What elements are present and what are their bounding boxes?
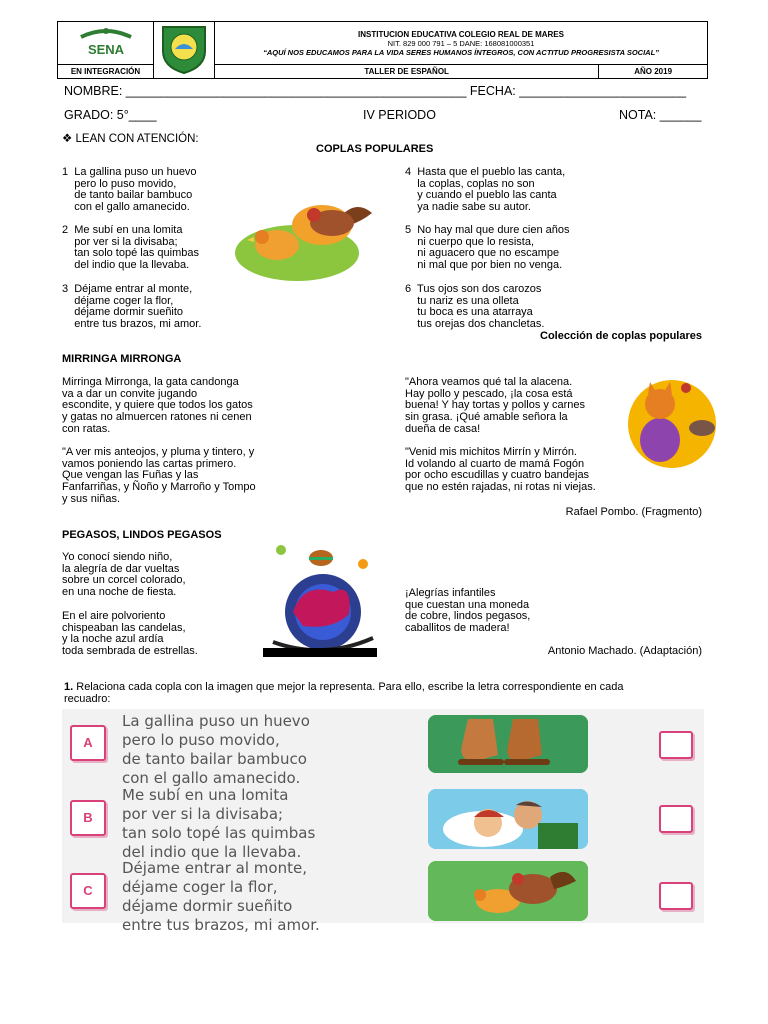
letter-b-box: B xyxy=(70,800,106,836)
header-table xyxy=(57,21,708,79)
exercise-text-2: recuadro: xyxy=(64,693,111,705)
institution-name: INSTITUCION EDUCATIVA COLEGIO REAL DE MARES xyxy=(358,29,564,39)
coplas-source: Colección de coplas populares xyxy=(540,330,702,342)
verse-b: Me subí en una lomita por ver si la divisaba; tan solo topé las quimbas del indio que la llevaba. xyxy=(122,786,316,861)
instruction: ❖ LEAN CON ATENCIÓN: xyxy=(62,133,199,145)
school-shield xyxy=(154,22,215,79)
pegasos-author: Antonio Machado. (Adaptación) xyxy=(547,645,702,657)
grade-field[interactable]: GRADO: 5°____ xyxy=(64,108,157,122)
nit-dane: NIT. 829 000 791 – 5 DANE: 168081000351 xyxy=(387,38,535,48)
exercise-panel xyxy=(62,709,704,934)
grade-note-field[interactable]: NOTA: ______ xyxy=(619,108,702,122)
sandals-icon xyxy=(428,715,588,773)
mirringa-right-2: "Venid mis michitos Mirrín y Mirrón. Id volando al cuarto de mamá Fogón por ocho escudillas y cuatro bandejas que no estén rajadas, ni rotas ni viejas. xyxy=(405,446,596,494)
exercise-instruction xyxy=(64,681,624,705)
rocking-horse-illustration xyxy=(263,542,377,657)
exercise-text: Relaciona cada copla con la imagen que mejor la representa. Para ello, escribe la letra correspondiente en cada xyxy=(76,681,624,693)
logo-text: SENA xyxy=(87,42,124,57)
copla-6: 6 Tus ojos son dos carozos tu nariz es una olleta tu boca es una atarraya tus orejas dos chancletas. xyxy=(405,283,545,331)
chickens-image xyxy=(428,861,588,921)
letter-a-box: A xyxy=(70,725,106,761)
name-date-field[interactable]: NOMBRE: _________________________________________________ FECHA: ________________________ xyxy=(64,84,687,98)
exercise-number: 1. xyxy=(64,681,74,693)
sena-logo xyxy=(58,22,154,65)
cat-illustration xyxy=(620,376,718,471)
pegasos-left-1: Yo conocí siendo niño, la alegría de dar vueltas sobre un corcel colorado, en una noche de fiesta. xyxy=(62,551,186,599)
mirringa-title: MIRRINGA MIRRONGA xyxy=(62,353,182,365)
sleeping-image xyxy=(428,789,588,849)
period-label: IV PERIODO xyxy=(363,108,436,122)
copla-1: 1 La gallina puso un huevo pero lo puso movido, de tanto bailar bambuco con el gallo amanecido. xyxy=(62,166,197,214)
mirringa-left-2: "A ver mis anteojos, y pluma y tintero, y vamos poniendo las cartas primero. Que vengan las Fuñas y las Fanfarriñas, y Ñoño y Marroño y Tompo y sus niñas. xyxy=(62,446,256,505)
letter-c-box: C xyxy=(70,873,106,909)
copla-2: 2 Me subí en una lomita por ver si la divisaba; tan solo topé las quimbas del indio que la llevaba. xyxy=(62,224,199,272)
pegasos-title: PEGASOS, LINDOS PEGASOS xyxy=(62,529,222,541)
chickens-icon xyxy=(428,861,588,921)
verse-c: Déjame entrar al monte, déjame coger la flor, déjame dormir sueñito entre tus brazos, mi amor. xyxy=(122,859,320,934)
mirringa-right-1: "Ahora veamos qué tal la alacena. Hay pollo y pescado, ¡la cosa está buena! Y hay tortas y pollos y carnes sin grasa. ¡Qué amable señora la dueña de casa! xyxy=(405,376,585,435)
shield-icon xyxy=(155,23,213,75)
sleeping-icon xyxy=(428,789,588,849)
answer-box-2[interactable] xyxy=(659,805,693,833)
sena-logo-icon xyxy=(61,23,151,61)
copla-4: 4 Hasta que el pueblo las canta, la coplas, coplas no son y cuando el pueblo las canta ya nadie sabe su autor. xyxy=(405,166,566,214)
motto: “AQUÍ NOS EDUCAMOS PARA LA VIDA SERES HUMANOS ÍNTEGROS, CON ACTITUD PROGRESISTA SOCIAL” xyxy=(263,47,659,57)
answer-box-1[interactable] xyxy=(659,731,693,759)
mirringa-author: Rafael Pombo. (Fragmento) xyxy=(565,506,702,518)
answer-box-3[interactable] xyxy=(659,882,693,910)
pegasos-left-2: En el aire polvoriento chispeaban las candelas, y la noche azul ardía toda sembrada de estrellas. xyxy=(62,610,198,658)
workshop-label: TALLER DE ESPAÑOL xyxy=(215,65,599,78)
pegasos-right: ¡Alegrías infantiles que cuestan una moneda de cobre, lindos pegasos, caballitos de madera! xyxy=(405,587,531,635)
institution-cell xyxy=(215,22,708,65)
mirringa-left-1: Mirringa Mirronga, la gata candonga va a dar un convite jugando escondite, y quiere que todos los gatos y gatas no almuercen ratones ni cenen con ratas. xyxy=(62,376,253,435)
integration-label: EN INTEGRACIÓN xyxy=(58,65,154,79)
copla-5: 5 No hay mal que dure cien años ni cuerpo que lo resista, ni aguacero que no escampe ni mal que por bien no venga. xyxy=(405,224,570,272)
verse-a: La gallina puso un huevo pero lo puso movido, de tanto bailar bambuco con el gallo amanecido. xyxy=(122,712,310,787)
coplas-title: COPLAS POPULARES xyxy=(316,143,434,155)
copla-3: 3 Déjame entrar al monte, déjame coger la flor, déjame dormir sueñito entre tus brazos, mi amor. xyxy=(62,283,202,331)
year-label: AÑO 2019 xyxy=(634,67,673,76)
hens-illustration xyxy=(232,195,387,287)
sandals-image xyxy=(428,715,588,773)
